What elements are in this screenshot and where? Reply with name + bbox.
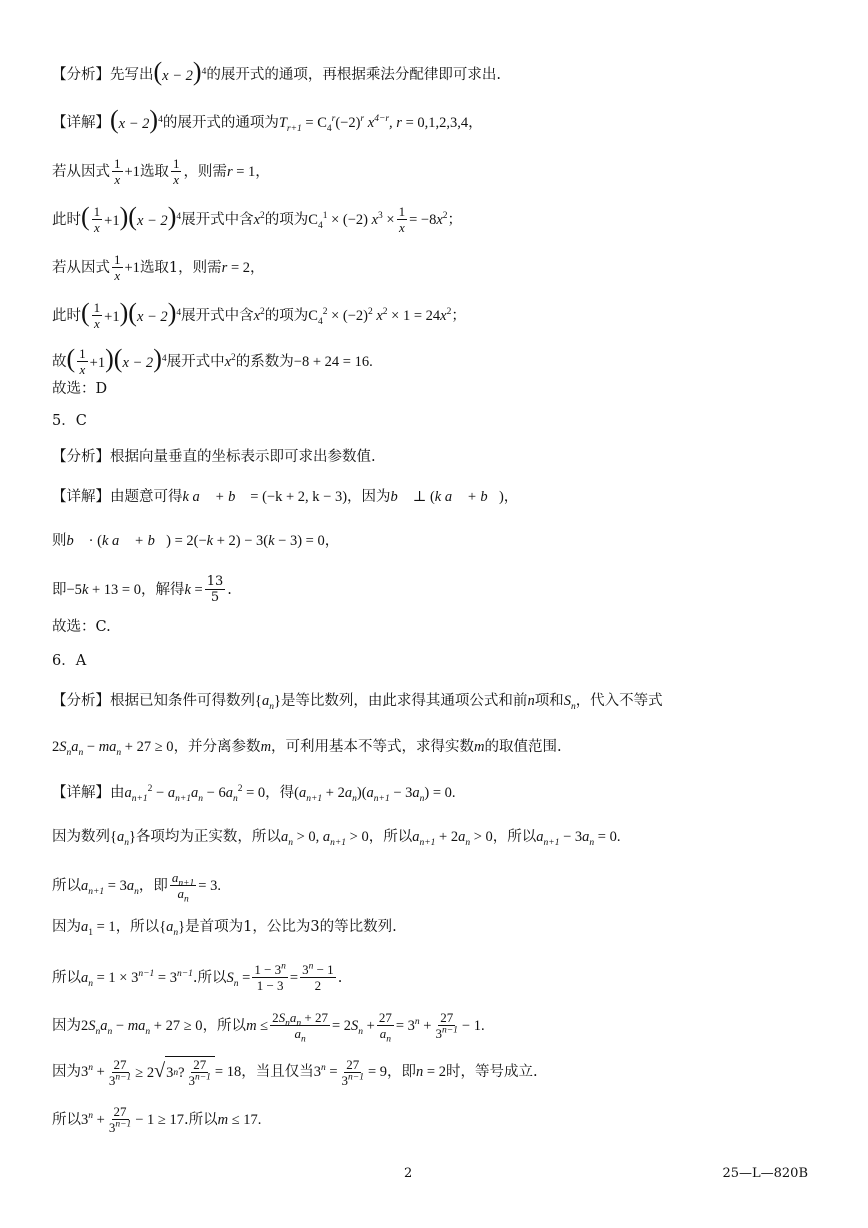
detail-tag: 【详解】: [52, 114, 110, 131]
p6-separate-line: 因为 $2S_na_n - ma_n + 27 \ge 0$ ，所以 m ≤ $\frac{2S_na_n + 27}{a_n}$ = $2S_n$ + $\frac{27}{a_n}$ = $3^n$ + $\frac{27}{3^{n-1}}$ − 1.: [52, 1010, 485, 1045]
analysis-tag: 【分析】: [52, 693, 110, 709]
p6-formula-line: 所以 $a_n = 1 \times 3^{n-1} = 3^{n-1}$ .所以 $S_n$ = $\frac{1 - 3^n}{1 - 3}$ = $\frac{3^n - 1}{2}$ .: [52, 961, 343, 993]
p4-analysis-line: 【分析】 先写出 $(x - 2)^4$ 的展开式的通项，再根据乘法分配律即可求出.: [52, 57, 501, 86]
detail-tag: 【详解】: [52, 489, 110, 505]
p6-detail-line: 【详解】 由 $a_{n+1}^2 - a_{n+1}a_n - 6a_n^2 = 0$ ，得 $(a_{n+1} + 2a_n)(a_{n+1} - 3a_n) = 0$.: [52, 782, 828, 804]
p6-final-line: 所以 $3^n$ + $\frac{27}{3^{n-1}}$ − 1 ≥ 17 .所以 m ≤ 17.: [52, 1104, 262, 1135]
detail-tag: 【详解】: [52, 785, 110, 801]
p4-case2-term-line: 此时 ( $\frac{1}{x}$ $+1)(x - 2)^4$ 展开式中含 $x^2$ 的项为 $C_4^2 \times (-2)^2$ $x^2 \times 1 = 24x^2$ ；: [52, 298, 466, 331]
document-code: 25—L—820B: [722, 1166, 808, 1181]
p4-detail-line: 【详解】 $(x - 2)^4$ 的展开式的通项为 $T_{r+1} = C_4^r(-2)^r$ $x^{4-r}$, r = 0,1,2,3,4 ，: [52, 105, 483, 134]
p5-number: 5．C: [52, 413, 87, 429]
analysis-tag: 【分析】: [52, 449, 110, 465]
p6-number: 6．A: [52, 653, 87, 669]
p6-analysis-line-2: $2S_na_n - ma_n + 27 \ge 0$ ，并分离参数 m ，可利用基本不等式，求得实数 m 的取值范围.: [52, 739, 562, 758]
p4-case1-line: 若从因式 $\frac{1}{x}$ +1 选取 $\frac{1}{x}$ ，则需 r = 1，: [52, 156, 270, 187]
p5-solve-line: 即 −5k + 13 = 0 ，解得 k = $\frac{13}{5}$ .: [52, 574, 232, 605]
p5-detail-line: 【详解】 由题意可得 k a⃗ + b⃗ = (−k + 2, k − 3) ，因为 b⃗ ⊥ (k a⃗ + b⃗) ，: [52, 486, 828, 508]
p6-positive-line: 因为数列 $\{a_n\}$ 各项均为正实数，所以 $a_n > 0$, $a_{n+1} > 0$ ，所以 $a_{n+1} + 2a_n > 0$ ，所以 $a_{n+1} - 3a_n = 0$.: [52, 829, 621, 848]
p6-analysis-line-1: 【分析】 根据已知条件可得数列 $\{a_n\}$ 是等比数列，由此求得其通项公式和前 n 项和 $S_n$ ，代入不等式: [52, 690, 828, 712]
p4-case2-line: 若从因式 $\frac{1}{x}$ +1 选取1，则需 r = 2，: [52, 252, 265, 283]
p6-geometric-line: 因为 $a_1 = 1$ ，所以 $\{a_n\}$ 是首项为1，公比为3的等比数列.: [52, 919, 397, 938]
p6-ratio-line: 所以 $a_{n+1} = 3a_n$ ，即 $\frac{a_{n+1}}{a_n}$ = 3.: [52, 870, 221, 905]
p4-conclusion-line: 故 ( $\frac{1}{x}$ $+1)(x - 2)^4$ 展开式中 $x^2$ 的系数为 −8 + 24 = 16.: [52, 344, 373, 377]
p5-dot-line: 则 b⃗ · (k a⃗ + b⃗) = 2(−k + 2) − 3(k − 3) = 0，: [52, 533, 340, 549]
p4-answer: 故选：D: [52, 381, 108, 397]
page-number: 2: [404, 1166, 413, 1181]
analysis-tag: 【分析】: [52, 66, 110, 83]
p4-case1-term-line: 此时 ( $\frac{1}{x}$ $+1)(x - 2)^4$ 展开式中含 $x^2$ 的项为 $C_4^1 \times (-2) x^3$ × $\frac{1}{x}$ = $-8x^2$ ；: [52, 202, 463, 235]
p5-analysis-line: 【分析】 根据向量垂直的坐标表示即可求出参数值.: [52, 446, 828, 468]
p5-answer: 故选：C.: [52, 619, 111, 635]
p6-amgm-line: 因为 $3^n$ + $\frac{27}{3^{n-1}}$ ≥ 2√ 3 n ? $\frac{27}{3^{n-1}}$ = 18 ，当且仅当 $3^n$ = $\frac{27}{3^{n-1}}$ = 9 ，即 n = 2 时，等号成立.: [52, 1056, 538, 1088]
